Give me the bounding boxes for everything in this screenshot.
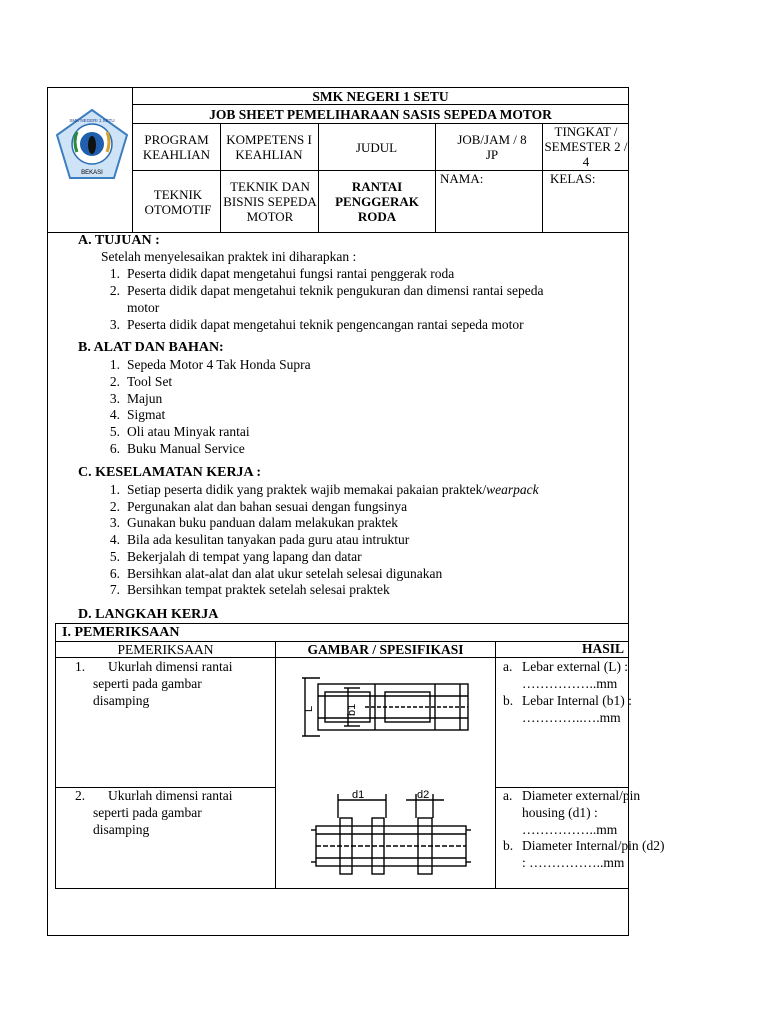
keselamatan-item-2: Pergunakan alat dan bahan sesuai dengan fungsinya [127, 499, 408, 514]
program-value: TEKNIK OTOMOTIF [144, 187, 212, 217]
alat-num-5: 5. [109, 424, 120, 439]
col-header-gambar: GAMBAR / SPESIFIKASI [307, 641, 464, 657]
row2-hasil-b-label: Diameter Internal/pin (d2) [522, 838, 665, 853]
tujuan-num-1: 1. [109, 266, 120, 281]
kelas-field[interactable]: KELAS: [550, 171, 596, 186]
keselamatan-item-6: Bersihkan alat-alat dan alat ukur setelah selesai digunakan [127, 566, 443, 581]
row1-hasil-b-value[interactable]: …………..….mm [522, 710, 621, 725]
tujuan-title: A. TUJUAN : [78, 233, 160, 248]
tujuan-num-2: 2. [109, 283, 120, 298]
row2-task-line3: disamping [93, 822, 150, 837]
pemeriksaan-subtitle: I. PEMERIKSAAN [62, 625, 180, 640]
alat-num-6: 6. [109, 441, 120, 456]
alat-num-1: 1. [109, 357, 120, 372]
keselamatan-item-3: Gunakan buku panduan dalam melakukan praktek [127, 515, 399, 530]
langkah-col-1 [275, 641, 276, 889]
alat-num-3: 3. [109, 391, 120, 406]
row2-hasil-a-label: Diameter external/pin [522, 788, 641, 803]
chain-width-diagram [300, 672, 475, 742]
label-L: L [303, 705, 315, 712]
tujuan-item-3: Peserta didik dapat mengetahui teknik pengencangan rantai sepeda motor [127, 317, 524, 332]
label-d1: d1 [352, 789, 365, 801]
tujuan-item-1: Peserta didik dapat mengetahui fungsi rantai penggerak roda [127, 266, 455, 281]
row2-hasil-a-label-2: housing (d1) : [522, 805, 598, 820]
jobsheet-title: JOB SHEET PEMELIHARAAN SASIS SEPEDA MOTOR [209, 106, 552, 122]
alat-item-3: Majun [127, 391, 163, 406]
keselamatan-num-2: 2. [109, 499, 120, 514]
row1-hasil-a-label: Lebar external (L) : [522, 659, 629, 674]
row1-hasil-a-value[interactable]: ……………..mm [522, 676, 618, 691]
row2-hasil-a: a. [503, 788, 513, 803]
tujuan-item-2-cont: motor [127, 300, 160, 315]
row1-task-line2: seperti pada gambar [93, 676, 202, 691]
row2-task-line2: seperti pada gambar [93, 805, 202, 820]
langkah-table-left [55, 623, 56, 889]
keselamatan-item-4: Bila ada kesulitan tanyakan pada guru atau intruktur [127, 532, 410, 547]
tujuan-intro: Setelah menyelesaikan praktek ini diharapkan : [101, 249, 357, 264]
header-col-1 [220, 123, 221, 232]
keselamatan-num-5: 5. [109, 549, 120, 564]
col-header-hasil: HASIL [582, 641, 625, 656]
school-logo-icon [55, 108, 129, 182]
kompetensi-value: TEKNIK DAN BISNIS SEPEDA MOTOR [223, 179, 317, 224]
kompetensi-header: KOMPETENS I KEAHLIAN [226, 132, 312, 162]
alat-title: B. ALAT DAN BAHAN: [78, 340, 224, 355]
school-name: SMK NEGERI 1 SETU [312, 88, 449, 104]
keselamatan-item-1-italic: wearpack [486, 482, 539, 497]
chain-pin-diagram [308, 788, 473, 880]
langkah-header-bottom [55, 657, 629, 658]
row2-hasil-b: b. [503, 838, 514, 853]
row2-task-line1: Ukurlah dimensi rantai [108, 788, 233, 803]
keselamatan-item-1 [127, 482, 539, 498]
logo-ring-text: SMK NEGERI 1 SETU [69, 118, 115, 123]
col-header-pemeriksaan: PEMERIKSAAN [117, 641, 214, 657]
tujuan-num-3: 3. [109, 317, 120, 332]
row1-hasil-b: b. [503, 693, 514, 708]
alat-num-2: 2. [109, 374, 120, 389]
header-col-3 [435, 123, 436, 232]
row2-number: 2. [75, 788, 86, 803]
row1-hasil-b-label: Lebar Internal (b1) : [522, 693, 632, 708]
keselamatan-num-3: 3. [109, 515, 120, 530]
nama-field[interactable]: NAMA: [440, 171, 484, 186]
keselamatan-item-5: Bekerjalah di tempat yang lapang dan datar [127, 549, 362, 564]
program-header: PROGRAM KEAHLIAN [142, 132, 211, 162]
logo-caption: BEKASI [81, 170, 103, 176]
row1-task-line3: disamping [93, 693, 150, 708]
tingkat-header: TINGKAT / SEMESTER 2 / 4 [544, 124, 628, 169]
alat-item-1: Sepeda Motor 4 Tak Honda Supra [127, 357, 311, 372]
row2-hasil-b-value[interactable]: : ……………..mm [522, 855, 625, 870]
row1-number: 1. [75, 659, 86, 674]
row2-hasil-a-value[interactable]: ……………..mm [522, 822, 618, 837]
langkah-col-2 [495, 641, 496, 889]
langkah-table-top [55, 623, 629, 624]
alat-item-5: Oli atau Minyak rantai [127, 424, 250, 439]
row1-task-line1: Ukurlah dimensi rantai [108, 659, 233, 674]
keselamatan-num-4: 4. [109, 532, 120, 547]
jobjam-header: JOB/JAM / 8 JP [457, 132, 527, 162]
keselamatan-num-7: 7. [109, 582, 120, 597]
judul-value: RANTAI PENGGERAK RODA [335, 178, 419, 224]
tujuan-item-2: Peserta didik dapat mengetahui teknik pengukuran dan dimensi rantai sepeda [127, 283, 544, 298]
keselamatan-num-6: 6. [109, 566, 120, 581]
keselamatan-title: C. KESELAMATAN KERJA : [78, 465, 262, 480]
alat-item-6: Buku Manual Service [127, 441, 245, 456]
row1-hasil-a: a. [503, 659, 513, 674]
label-b1: b1 [346, 703, 358, 716]
label-d2: d2 [417, 789, 430, 801]
alat-item-4: Sigmat [127, 407, 166, 422]
keselamatan-num-1: 1. [109, 482, 120, 497]
keselamatan-item-1-text: Setiap peserta didik yang praktek wajib memakai pakaian praktek/ [127, 482, 487, 497]
judul-header: JUDUL [355, 139, 398, 155]
keselamatan-item-7: Bersihkan tempat praktek setelah selesai praktek [127, 582, 390, 597]
alat-item-2: Tool Set [127, 374, 173, 389]
alat-num-4: 4. [109, 407, 120, 422]
langkah-title: D. LANGKAH KERJA [78, 607, 219, 622]
langkah-table-bottom [55, 888, 629, 889]
